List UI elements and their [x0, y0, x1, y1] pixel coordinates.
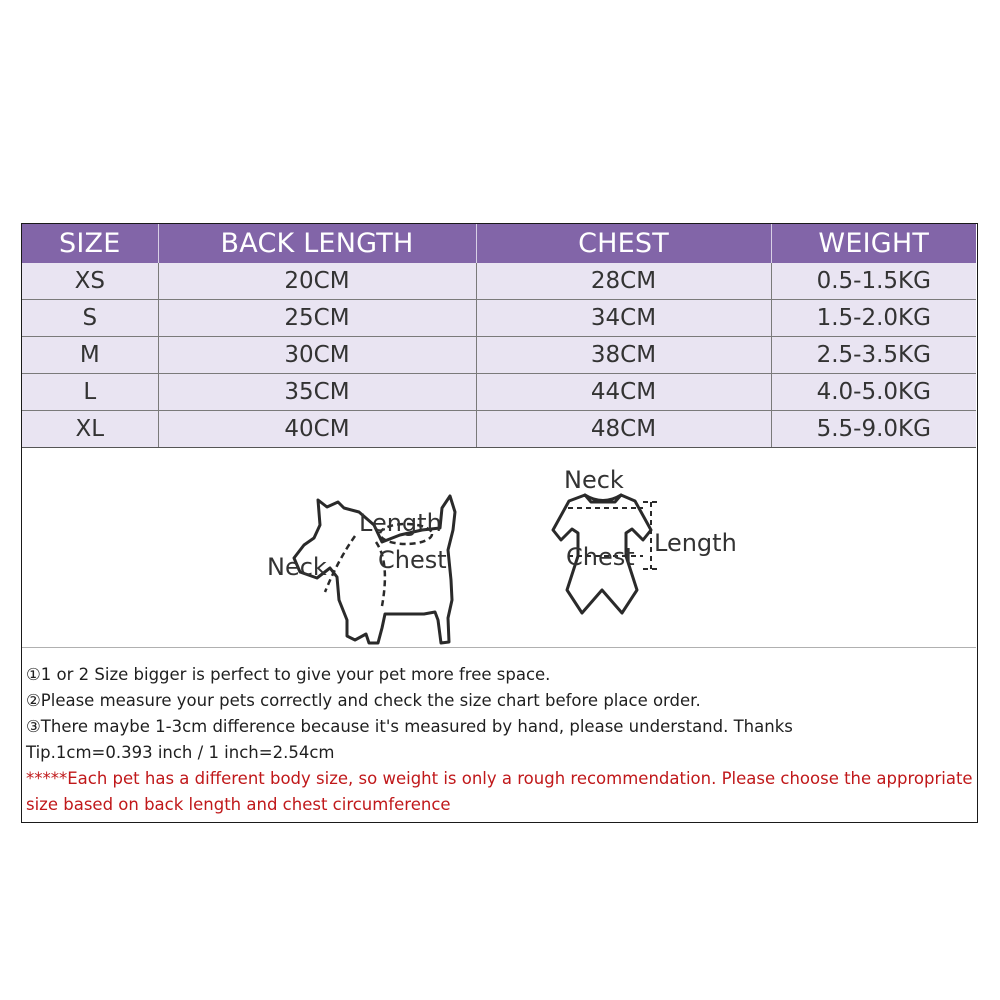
table-row	[22, 374, 976, 411]
header-size: SIZE	[22, 224, 158, 263]
note-measure-advice: ②Please measure your pets correctly and check the size chart before place order.	[26, 691, 701, 710]
weight-cell: 1.5-2.0KG	[771, 300, 976, 337]
size-cell: L	[22, 374, 158, 411]
size-cell: M	[22, 337, 158, 374]
back-length-cell: 40CM	[158, 411, 476, 448]
dog-neck-label: Neck	[267, 553, 327, 581]
size-cell: XL	[22, 411, 158, 448]
weight-cell: 4.0-5.0KG	[771, 374, 976, 411]
chest-cell: 38CM	[476, 337, 771, 374]
table-row	[22, 411, 976, 448]
size-chart	[21, 223, 978, 823]
table-row	[22, 300, 976, 337]
measurement-diagram	[22, 450, 976, 646]
back-length-cell: 20CM	[158, 263, 476, 300]
header-back-length: BACK LENGTH	[158, 224, 476, 263]
dog-length-label: Length	[359, 509, 442, 537]
weight-cell: 5.5-9.0KG	[771, 411, 976, 448]
size-cell: XS	[22, 263, 158, 300]
dog-chest-label: Chest	[378, 546, 447, 574]
chest-cell: 44CM	[476, 374, 771, 411]
chest-cell: 28CM	[476, 263, 771, 300]
chest-cell: 48CM	[476, 411, 771, 448]
note-size-advice: ①1 or 2 Size bigger is perfect to give your pet more free space.	[26, 665, 551, 684]
notes-section	[22, 647, 976, 818]
header-weight: WEIGHT	[771, 224, 976, 263]
note-difference: ③There maybe 1-3cm difference because it's measured by hand, please understand. Thanks	[26, 717, 793, 736]
size-cell: S	[22, 300, 158, 337]
garment-neck-label: Neck	[564, 466, 624, 494]
garment-length-label: Length	[654, 529, 737, 557]
table-row	[22, 337, 976, 374]
note-conversion-tip: Tip.1cm=0.393 inch / 1 inch=2.54cm	[26, 743, 335, 762]
chest-cell: 34CM	[476, 300, 771, 337]
back-length-cell: 25CM	[158, 300, 476, 337]
measurement-diagram-svg	[22, 450, 976, 646]
weight-warning: *****Each pet has a different body size, so weight is only a rough recommendation. Please choose the appropriate size based on back length and chest circumference	[26, 769, 973, 814]
table-header-row	[22, 224, 976, 263]
weight-cell: 2.5-3.5KG	[771, 337, 976, 374]
garment-chest-label: Chest	[566, 543, 635, 571]
size-table	[22, 224, 976, 448]
table-row	[22, 263, 976, 300]
back-length-cell: 30CM	[158, 337, 476, 374]
weight-cell: 0.5-1.5KG	[771, 263, 976, 300]
back-length-cell: 35CM	[158, 374, 476, 411]
header-chest: CHEST	[476, 224, 771, 263]
